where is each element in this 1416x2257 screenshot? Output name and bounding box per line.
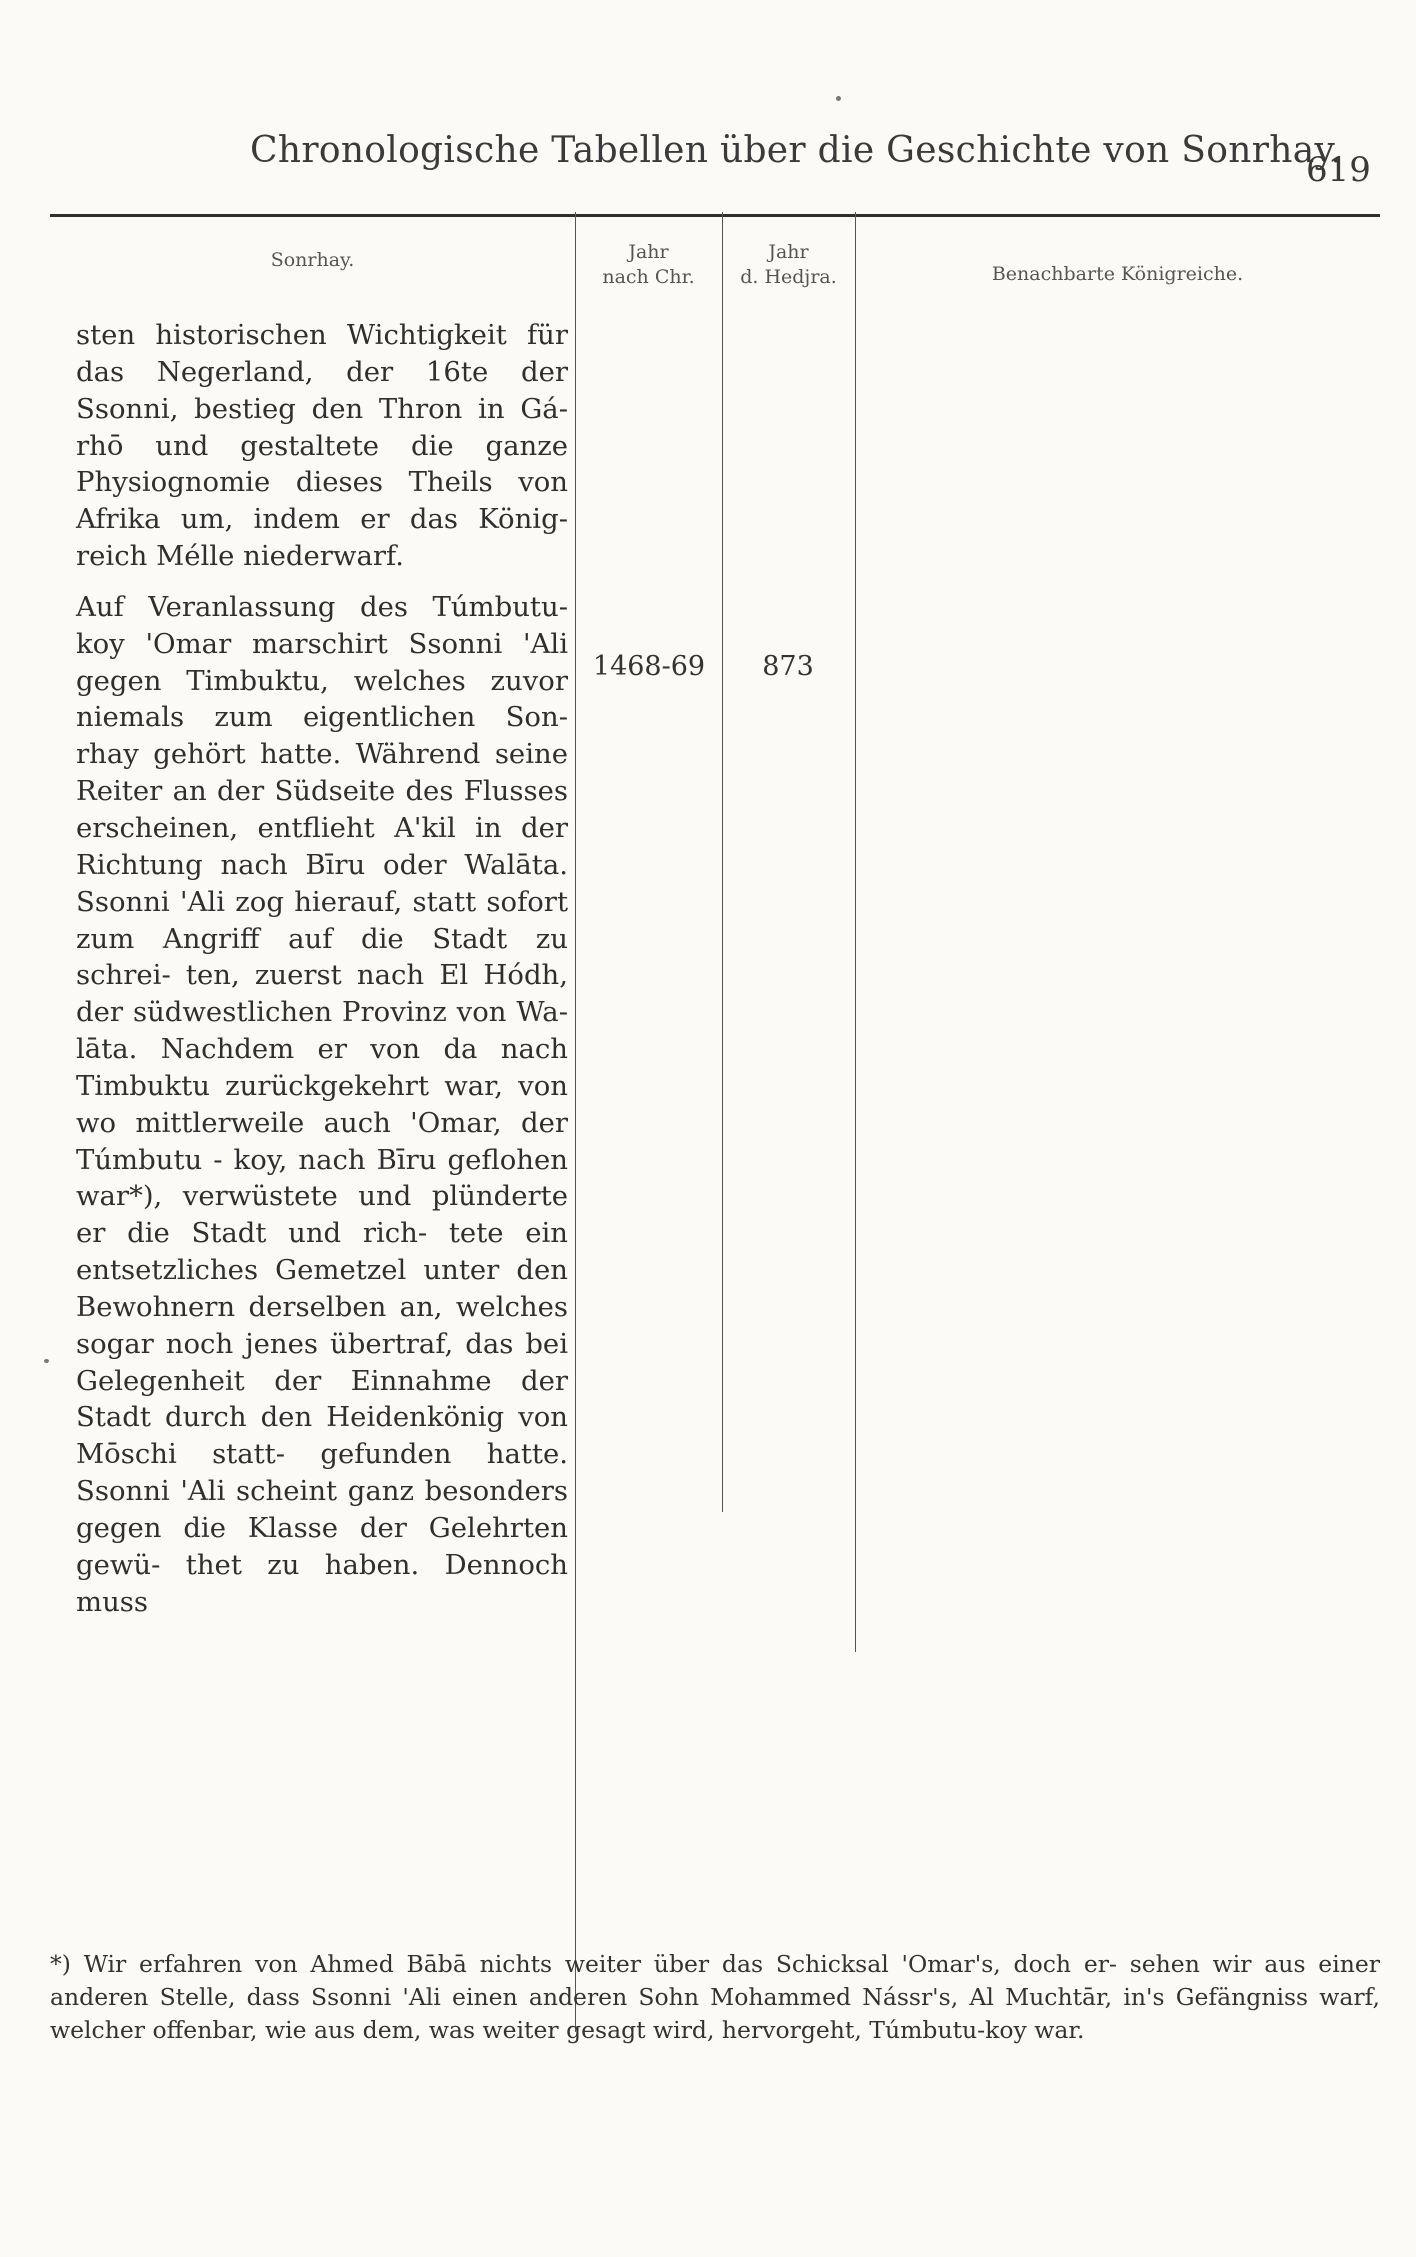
entry-year-chr-2: 1468-69: [592, 651, 706, 682]
running-title: Chronologische Tabellen über die Geschichte von Sonrhay.: [250, 130, 1343, 171]
column-heading-nachbar: [855, 262, 1380, 287]
column-rule-2: [722, 212, 723, 1512]
column-heading-jahr-hedjra-line1: Jahr: [768, 241, 809, 263]
column-heading-jahr-chr: [575, 240, 722, 290]
column-rule-1: [575, 212, 576, 2032]
column-rule-3: [855, 212, 856, 1652]
column-heading-sonrhay-text: Sonrhay.: [270, 249, 355, 271]
footnote: *) Wir erfahren von Ahmed Bābā nichts weiter über das Schicksal 'Omar's, doch er- sehen wir aus einer anderen Stelle, dass Ssonni 'Ali einen anderen Sohn Mohammed Nássr's, Al Muchtār, in's Gefängniss warf, welcher offenbar, wie aus dem, was weiter gesagt wird, hervorgeht, Túmbutu-koy war.: [50, 1950, 1380, 2044]
entry-year-hedjra-2: 873: [762, 651, 814, 682]
sonrhay-column-text: [50, 317, 568, 1621]
entry-text-1: sten historischen Wichtigkeit für das Negerland, der 16te der Ssonni, bestieg den Thron in Gá-rhō und gestaltete die ganze Physiognomie dieses Theils von Afrika um, indem er das König- reich Mélle niederwarf.: [76, 319, 568, 573]
column-heading-jahr-hedjra-line2: d. Hedjra.: [740, 266, 837, 288]
column-heading-nachbar-text: Benachbarte Königreiche.: [991, 263, 1244, 285]
ink-speck: [44, 1359, 49, 1363]
header-rule: [50, 214, 1380, 217]
column-heading-jahr-chr-line2: nach Chr.: [602, 266, 695, 288]
column-heading-jahr-hedjra: [722, 240, 855, 290]
entry-text-2: Auf Veranlassung des Túmbutu- koy 'Omar marschirt Ssonni 'Ali gegen Timbuktu, welches zuvor niemals zum eigentlichen Son- rhay gehört hatte. Während seine Reiter an der Südseite des Flusses erscheinen, entflieht A'kil in der Richtung nach Bīru oder Walāta. Ssonni 'Ali zog hierauf, statt sofort zum Angriff auf die Stadt zu schrei- ten, zuerst nach El Hódh, der südwestlichen Provinz von Wa- lāta. Nachdem er von da nach Timbuktu zurückgekehrt war, von wo mittlerweile auch 'Omar, der Túmbutu - koy, nach Bīru geflohen war*), verwüstete und plünderte er die Stadt und rich- tete ein entsetzliches Gemetzel unter den Bewohnern derselben an, welches sogar noch jenes übertraf, das bei Gelegenheit der Einnahme der Stadt durch den Heidenkönig von Mōschi statt- gefunden hatte. Ssonni 'Ali scheint ganz besonders gegen die Klasse der Gelehrten gewü- thet zu haben. Dennoch muss: [76, 590, 568, 1618]
column-heading-jahr-chr-line1: Jahr: [628, 241, 669, 263]
column-heading-sonrhay: [50, 248, 575, 273]
page-number: 619: [1306, 150, 1371, 190]
ink-speck: [836, 96, 841, 101]
